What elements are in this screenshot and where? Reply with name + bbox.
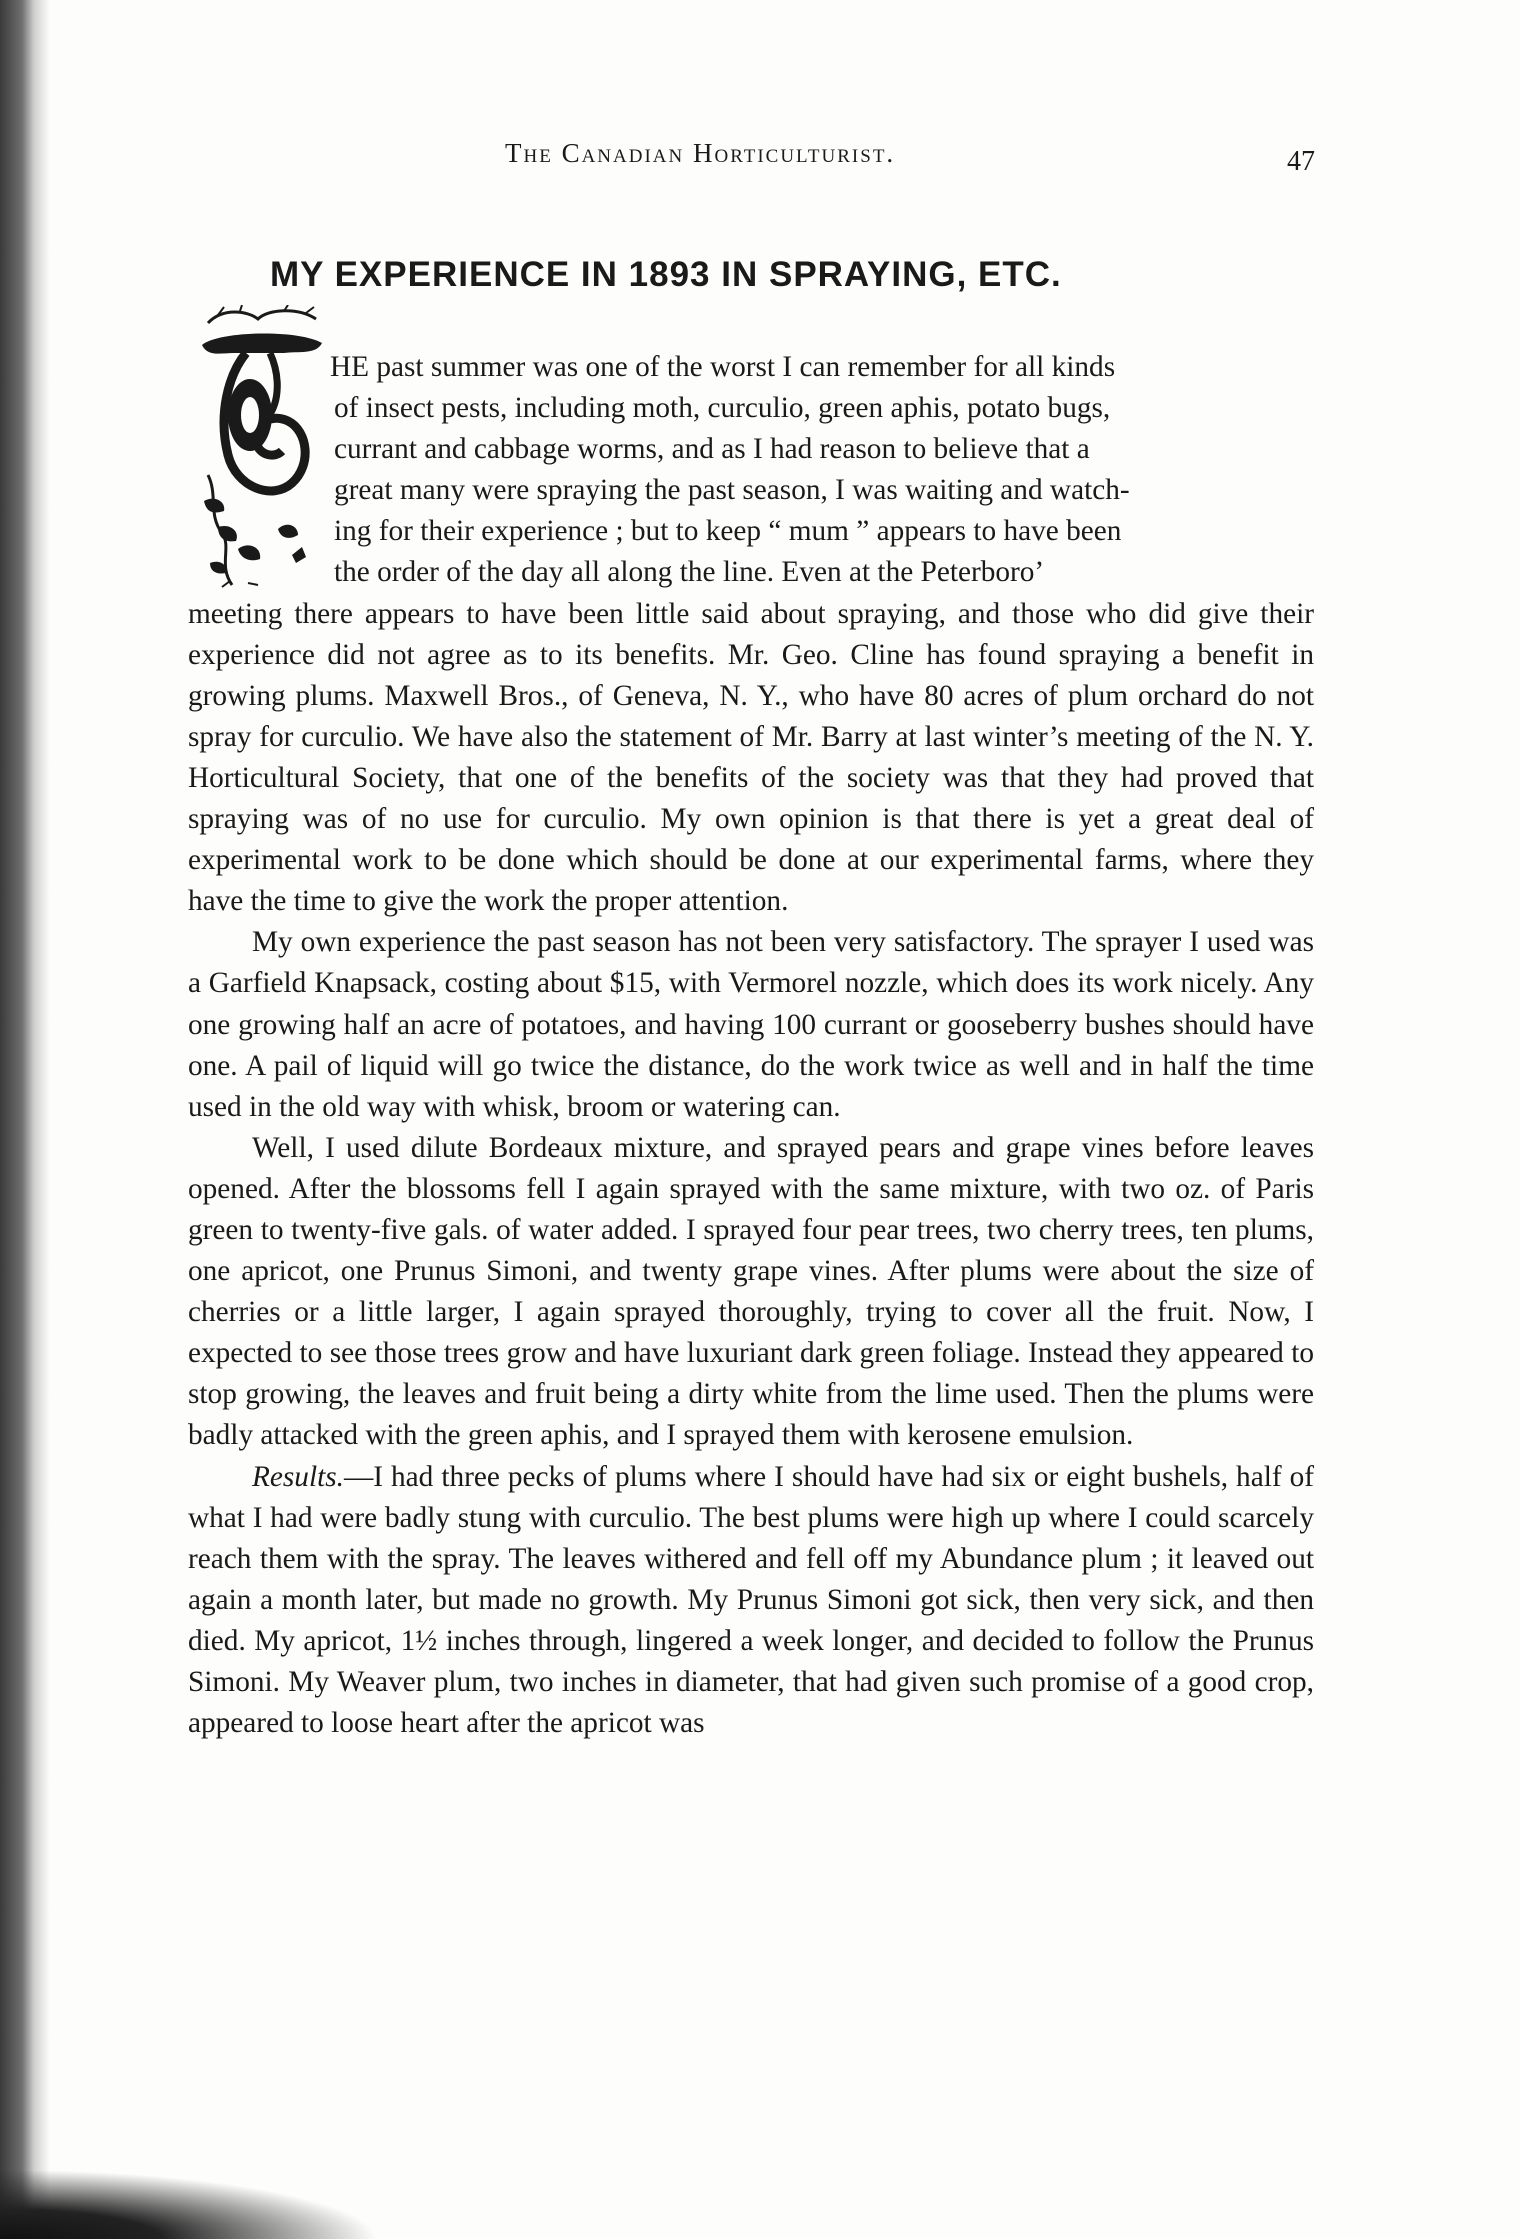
article-title: MY EXPERIENCE IN 1893 IN SPRAYING, ETC. (270, 255, 1062, 294)
dropcap-wrapped-line: ing for their experience ; but to keep “ mum ” appears to have been (334, 515, 1122, 548)
scan-shadow-edge (0, 0, 50, 2239)
dropcap-wrapped-line: great many were spraying the past season, I was waiting and watch- (334, 474, 1130, 507)
paragraph-2: My own experience the past season has not been very satisfactory. The sprayer I used was a Garfield Knapsack, costing about $15, with Vermorel nozzle, which does its work nicely. Any one growing half an acre of potatoes, and having 100 currant or gooseberry bushes should have one. A pail of liquid will go twice the distance, do the work twice as well and in half the time used in the old way with whisk, broom or watering can. (188, 926, 1314, 1123)
journal-title: The Canadian Horticulturist. (505, 138, 896, 168)
results-label: Results. (252, 1460, 344, 1493)
paragraph-1 (188, 347, 1314, 922)
dropcap-wrapped-line: the order of the day all along the line. Even at the Peterboro’ (334, 556, 1045, 589)
dropcap-wrapped-line: of insect pests, including moth, curculio, green aphis, potato bugs, (334, 392, 1111, 425)
running-header (190, 138, 1335, 178)
dropcap-wrapped-line: currant and cabbage worms, and as I had reason to believe that a (334, 433, 1090, 466)
paragraph-4-text: —I had three pecks of plums where I should have had six or eight bushels, half of what I had were badly stung with curculio. The best plums were high up where I could scarcely reach them with the spray. The leaves withered and fell off my Abundance plum ; it leaved out again a month later, but made no growth. My Prunus Simoni got sick, then very sick, and then died. My apricot, 1½ inches through, lingered a week longer, and decided to follow the Prunus Simoni. My Weaver plum, two inches in diameter, that had given such promise of a good crop, appeared to loose heart after the apricot was (188, 1460, 1314, 1740)
scan-shadow-corner (0, 2169, 380, 2239)
page-number: 47 (1287, 146, 1315, 177)
paragraph-1-continuation: meeting there appears to have been little said about spraying, and those who did give their experience did not agree as to its benefits. Mr. Geo. Cline has found spraying a benefit in growing plums. Maxwell Bros., of Geneva, N. Y., who have 80 acres of plum orchard do not spray for curculio. We have also the statement of Mr. Barry at last winter’s meeting of the N. Y. Horticultural Society, that one of the benefits of the society was that they had proved that spraying was of no use for curculio. My own opinion is that there is yet a great deal of experimental work to be done which should be done at our experimental farms, where they have the time to give the work the proper attention. (188, 597, 1314, 918)
article-body (188, 347, 1314, 1744)
paragraph-3: Well, I used dilute Bordeaux mixture, and sprayed pears and grape vines before leaves opened. After the blossoms fell I again sprayed with the same mixture, with two oz. of Paris green to twenty-five gals. of water added. I sprayed four pear trees, two cherry trees, ten plums, one apricot, one Prunus Simoni, and twenty grape vines. After plums were about the size of cherries or a little larger, I again sprayed thoroughly, trying to cover all the fruit. Now, I expected to see those trees grow and have luxuriant dark green foliage. Instead they appeared to stop growing, the leaves and fruit being a dirty white from the lime used. Then the plums were badly attacked with the green aphis, and I sprayed them with kerosene emulsion. (188, 1131, 1314, 1452)
opening-line: HE past summer was one of the worst I can remember for all kinds (330, 351, 1116, 383)
paragraph-4 (188, 1457, 1314, 1745)
